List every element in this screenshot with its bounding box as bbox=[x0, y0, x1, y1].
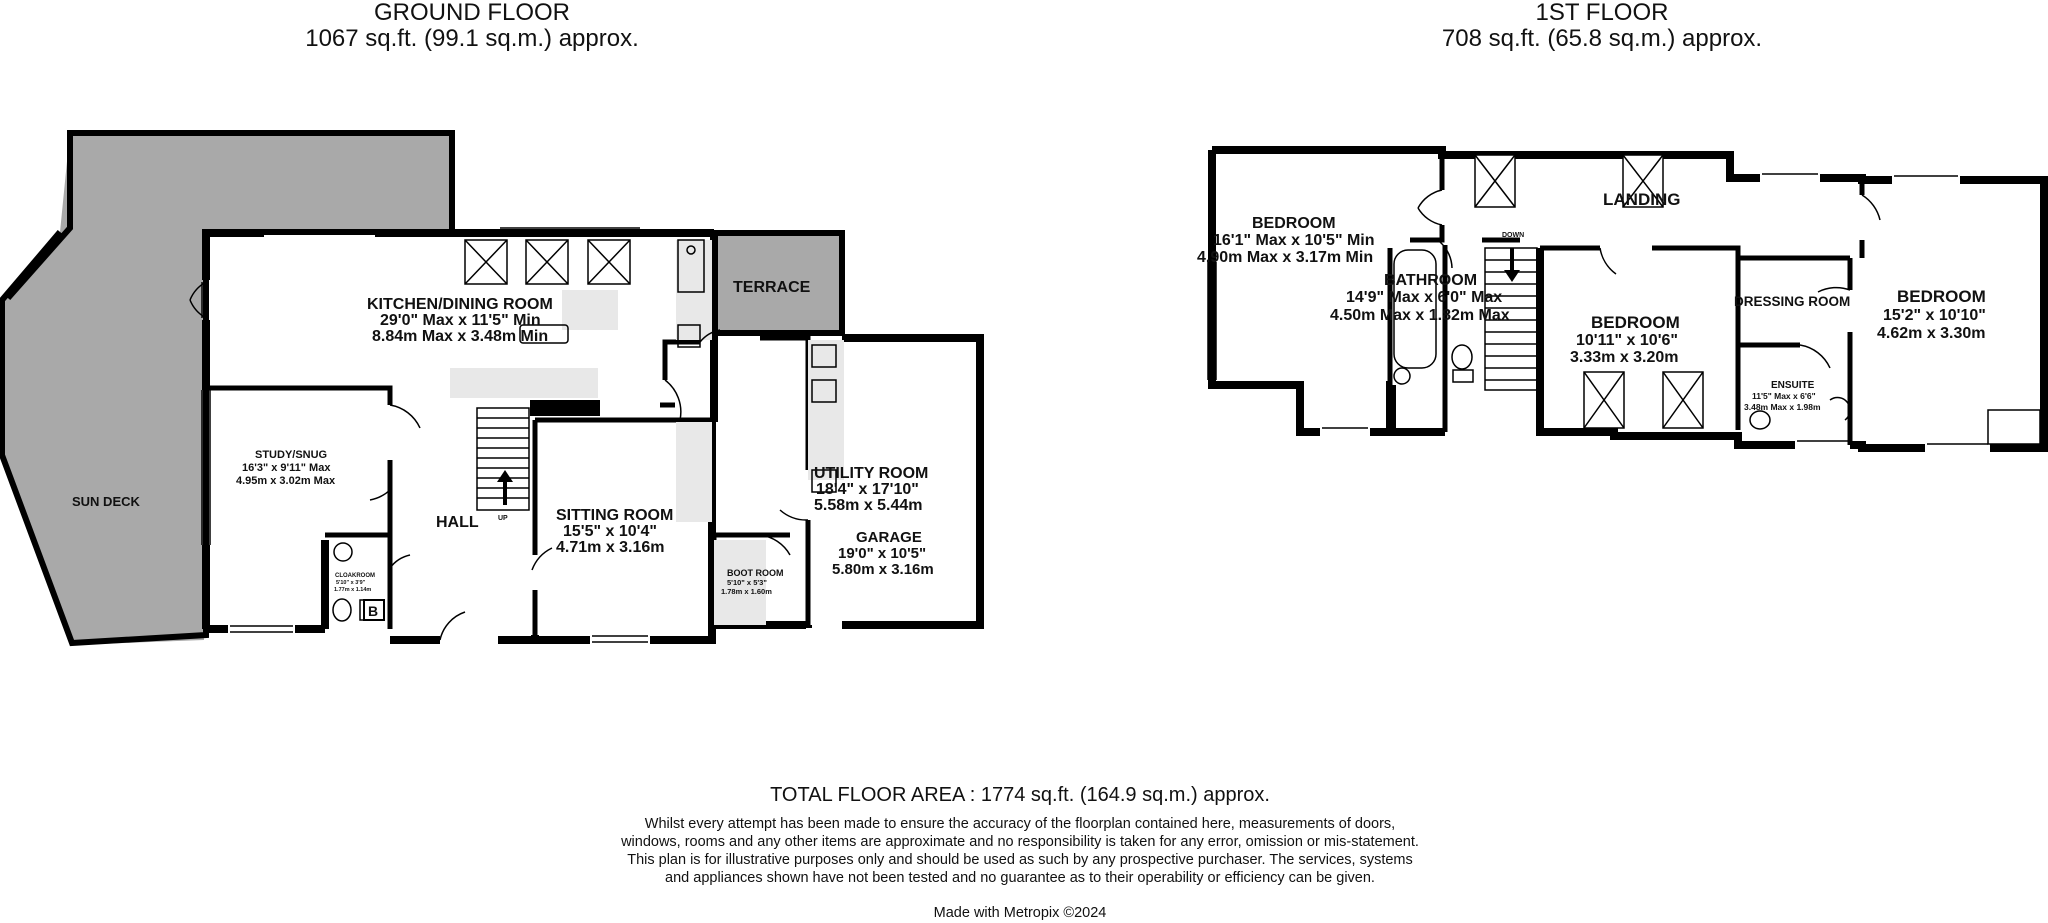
kitchen-skylights bbox=[465, 240, 630, 284]
garage-dim-imperial: 19'0" x 10'5" bbox=[838, 545, 927, 562]
boiler-label: B bbox=[368, 603, 379, 619]
bathroom-dim-imperial: 14'9" Max x 6'0" Max bbox=[1346, 289, 1503, 306]
sitting-label: SITTING ROOM bbox=[556, 507, 674, 524]
bedroom3-label: BEDROOM bbox=[1897, 287, 1986, 306]
utility-dim-metric: 5.58m x 5.44m bbox=[814, 497, 923, 514]
cloakroom-dim-metric: 1.77m x 1.14m bbox=[334, 587, 372, 593]
cloakroom-dim-imperial: 5'10" x 3'9" bbox=[336, 580, 366, 586]
sitting-dim-imperial: 15'5" x 10'4" bbox=[563, 523, 657, 540]
credit-text: Made with Metropix ©2024 bbox=[933, 905, 1107, 921]
bedroom2-label: BEDROOM bbox=[1591, 313, 1680, 332]
bathroom-label: BATHROOM bbox=[1384, 272, 1478, 289]
boot-dim-imperial: 5'10" x 5'3" bbox=[727, 578, 767, 587]
ensuite-dim-imperial: 11'5" Max x 6'6" bbox=[1752, 391, 1816, 401]
utility-label: UTILITY ROOM bbox=[814, 465, 929, 482]
sitting-dim-metric: 4.71m x 3.16m bbox=[556, 539, 665, 556]
study-dim-metric: 4.95m x 3.02m Max bbox=[236, 475, 336, 487]
disclaimer-text: Whilst every attempt has been made to ensure the accuracy of the floorplan contained here, measurements of doors, windows, rooms and any other items are approximate and no responsibility is taken for any error, omission or mis-statement. This plan is for illustrative purposes only and should be used as such by any prospective purchaser. The services, systems and appliances shown have not been tested and no guarantee as to their operability or efficiency can be given. bbox=[621, 816, 1419, 886]
landing-label: LANDING bbox=[1603, 190, 1681, 209]
kitchen-label: KITCHEN/DINING ROOM bbox=[367, 296, 553, 313]
first-floor-area: 708 sq.ft. (65.8 sq.m.) approx. bbox=[1441, 25, 1763, 52]
kitchen-dim-metric: 8.84m Max x 3.48m Min bbox=[372, 328, 549, 345]
terrace-label: TERRACE bbox=[733, 279, 811, 296]
bedroom1-dim-imperial: 16'1" Max x 10'5" Min bbox=[1213, 232, 1375, 249]
boot-dim-metric: 1.78m x 1.60m bbox=[721, 587, 772, 596]
kitchen-dim-imperial: 29'0" Max x 11'5" Min bbox=[380, 312, 541, 329]
boot-label: BOOT ROOM bbox=[727, 568, 784, 578]
sun-deck-label: SUN DECK bbox=[72, 494, 140, 509]
study-dim-imperial: 16'3" x 9'11" Max bbox=[242, 462, 331, 474]
garage-dim-metric: 5.80m x 3.16m bbox=[832, 561, 934, 578]
study-label: STUDY/SNUG bbox=[255, 449, 328, 461]
ensuite-dim-metric: 3.48m Max x 1.98m bbox=[1744, 402, 1821, 412]
ground-floor-title: GROUND FLOOR bbox=[373, 0, 570, 26]
bedroom3-dim-imperial: 15'2" x 10'10" bbox=[1883, 307, 1986, 324]
stairs-down-label: DOWN bbox=[1502, 232, 1525, 239]
bedroom3-dim-metric: 4.62m x 3.30m bbox=[1877, 325, 1986, 342]
ground-floor-area: 1067 sq.ft. (99.1 sq.m.) approx. bbox=[305, 25, 639, 52]
first-floor-title: 1ST FLOOR bbox=[1535, 0, 1669, 26]
dressing-label: DRESSING ROOM bbox=[1734, 294, 1851, 309]
stairs-down-arrow-icon bbox=[1504, 248, 1520, 282]
hall-label: HALL bbox=[436, 514, 479, 531]
stairs-up-label: UP bbox=[498, 515, 508, 522]
total-floor-area: TOTAL FLOOR AREA : 1774 sq.ft. (164.9 sq.m.) approx. bbox=[770, 784, 1270, 806]
hall-wall-block bbox=[530, 400, 600, 416]
garage-label: GARAGE bbox=[856, 529, 922, 546]
utility-dim-imperial: 18'4" x 17'10" bbox=[816, 481, 919, 498]
bathroom-dim-metric: 4.50m Max x 1.82m Max bbox=[1330, 307, 1510, 324]
bedroom2-dim-metric: 3.33m x 3.20m bbox=[1570, 349, 1679, 366]
bedroom2-dim-imperial: 10'11" x 10'6" bbox=[1576, 332, 1678, 349]
ensuite-label: ENSUITE bbox=[1771, 380, 1815, 391]
bedroom1-dim-metric: 4.90m Max x 3.17m Min bbox=[1197, 249, 1374, 266]
cloakroom-label: CLOAKROOM bbox=[335, 573, 375, 579]
bedroom1-label: BEDROOM bbox=[1252, 215, 1336, 232]
